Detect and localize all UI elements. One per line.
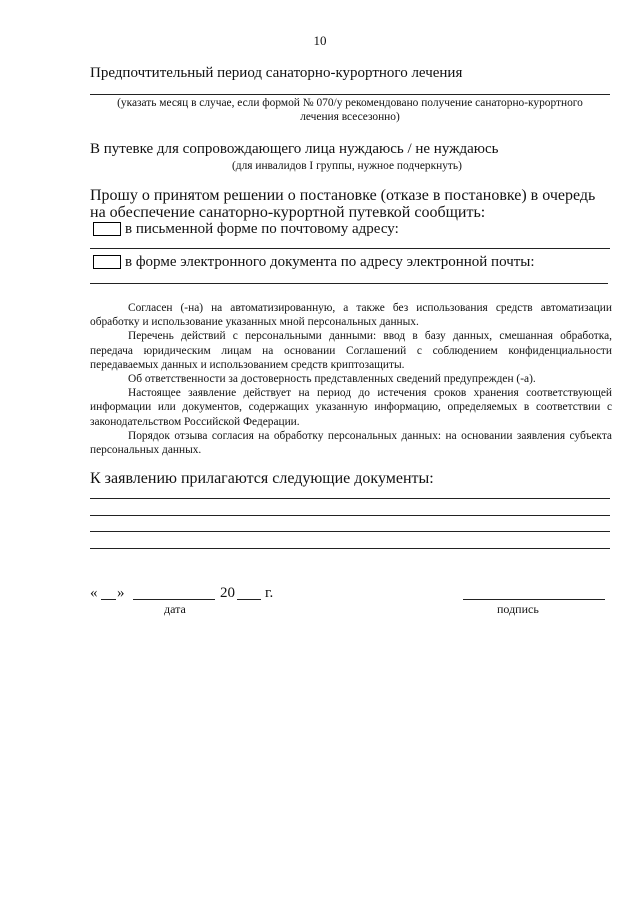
attachments-title: К заявлению прилагаются следующие документы:: [90, 470, 434, 487]
attachment-line-3[interactable]: [90, 531, 610, 532]
notify-text-1: Прошу о принятом решении о постановке (отказе в постановке) в очередь: [90, 187, 596, 204]
notify-text-2: на обеспечение санаторно-курортной путевкой сообщить:: [90, 204, 486, 221]
email-address-line[interactable]: [90, 283, 608, 284]
date-month-line[interactable]: [133, 599, 215, 600]
attachment-line-4[interactable]: [90, 548, 610, 549]
page-number: 10: [313, 33, 327, 48]
post-checkbox[interactable]: [93, 222, 121, 236]
date-year-suffix: г.: [265, 585, 274, 601]
escort-hint: (для инвалидов I группы, нужное подчеркнуть): [232, 160, 462, 172]
period-input-line[interactable]: [90, 94, 610, 95]
date-day-open-quote: «: [90, 585, 98, 601]
consent-p5: Порядок отзыва согласия на обработку персональных данных: на основании заявления субъекта персональных данных.: [90, 429, 612, 457]
consent-p2: Перечень действий с персональными данными: ввод в базу данных, смешанная обработка, передача юридическим лицам на основании Соглашений с соблюдением конфиденциальности передаваемых данных и использованием средств криптозащиты.: [90, 330, 612, 371]
consent-p1: Согласен (-на) на автоматизированную, а также без использования средств автоматизации обработку и использование указанных мной персональных данных.: [90, 302, 612, 329]
date-day-close-quote: »: [117, 585, 125, 601]
consent-p4: Настоящее заявление действует на период до истечения сроков хранения соответствующей информации или документов, содержащих указанную информацию, определяемых в соответствии с законодательством Российской Федерации.: [90, 387, 612, 428]
date-year-line[interactable]: [237, 599, 261, 600]
consent-block: [90, 301, 612, 457]
attachment-line-2[interactable]: [90, 515, 610, 516]
escort-text: В путевке для сопровождающего лица нуждаюсь / не нуждаюсь: [90, 141, 499, 157]
signature-label: подпись: [497, 602, 539, 616]
email-checkbox[interactable]: [93, 255, 121, 269]
consent-p3: Об ответственности за достоверность представленных сведений предупрежден (-а).: [128, 373, 536, 386]
email-option-label: в форме электронного документа по адресу электронной почты:: [125, 254, 535, 270]
date-year-prefix: 20: [220, 585, 235, 601]
period-hint-2: лечения всесезонно): [300, 111, 400, 123]
attachment-line-1[interactable]: [90, 498, 610, 499]
post-option-label: в письменной форме по почтовому адресу:: [125, 221, 399, 237]
date-label: дата: [164, 602, 186, 616]
period-hint-1: (указать месяц в случае, если формой № 070/у рекомендовано получение санаторно-курортного: [117, 97, 583, 109]
period-title: Предпочтительный период санаторно-курортного лечения: [90, 65, 463, 81]
post-address-line[interactable]: [90, 248, 610, 249]
signature-line[interactable]: [463, 599, 605, 600]
date-day-line[interactable]: [101, 599, 116, 600]
